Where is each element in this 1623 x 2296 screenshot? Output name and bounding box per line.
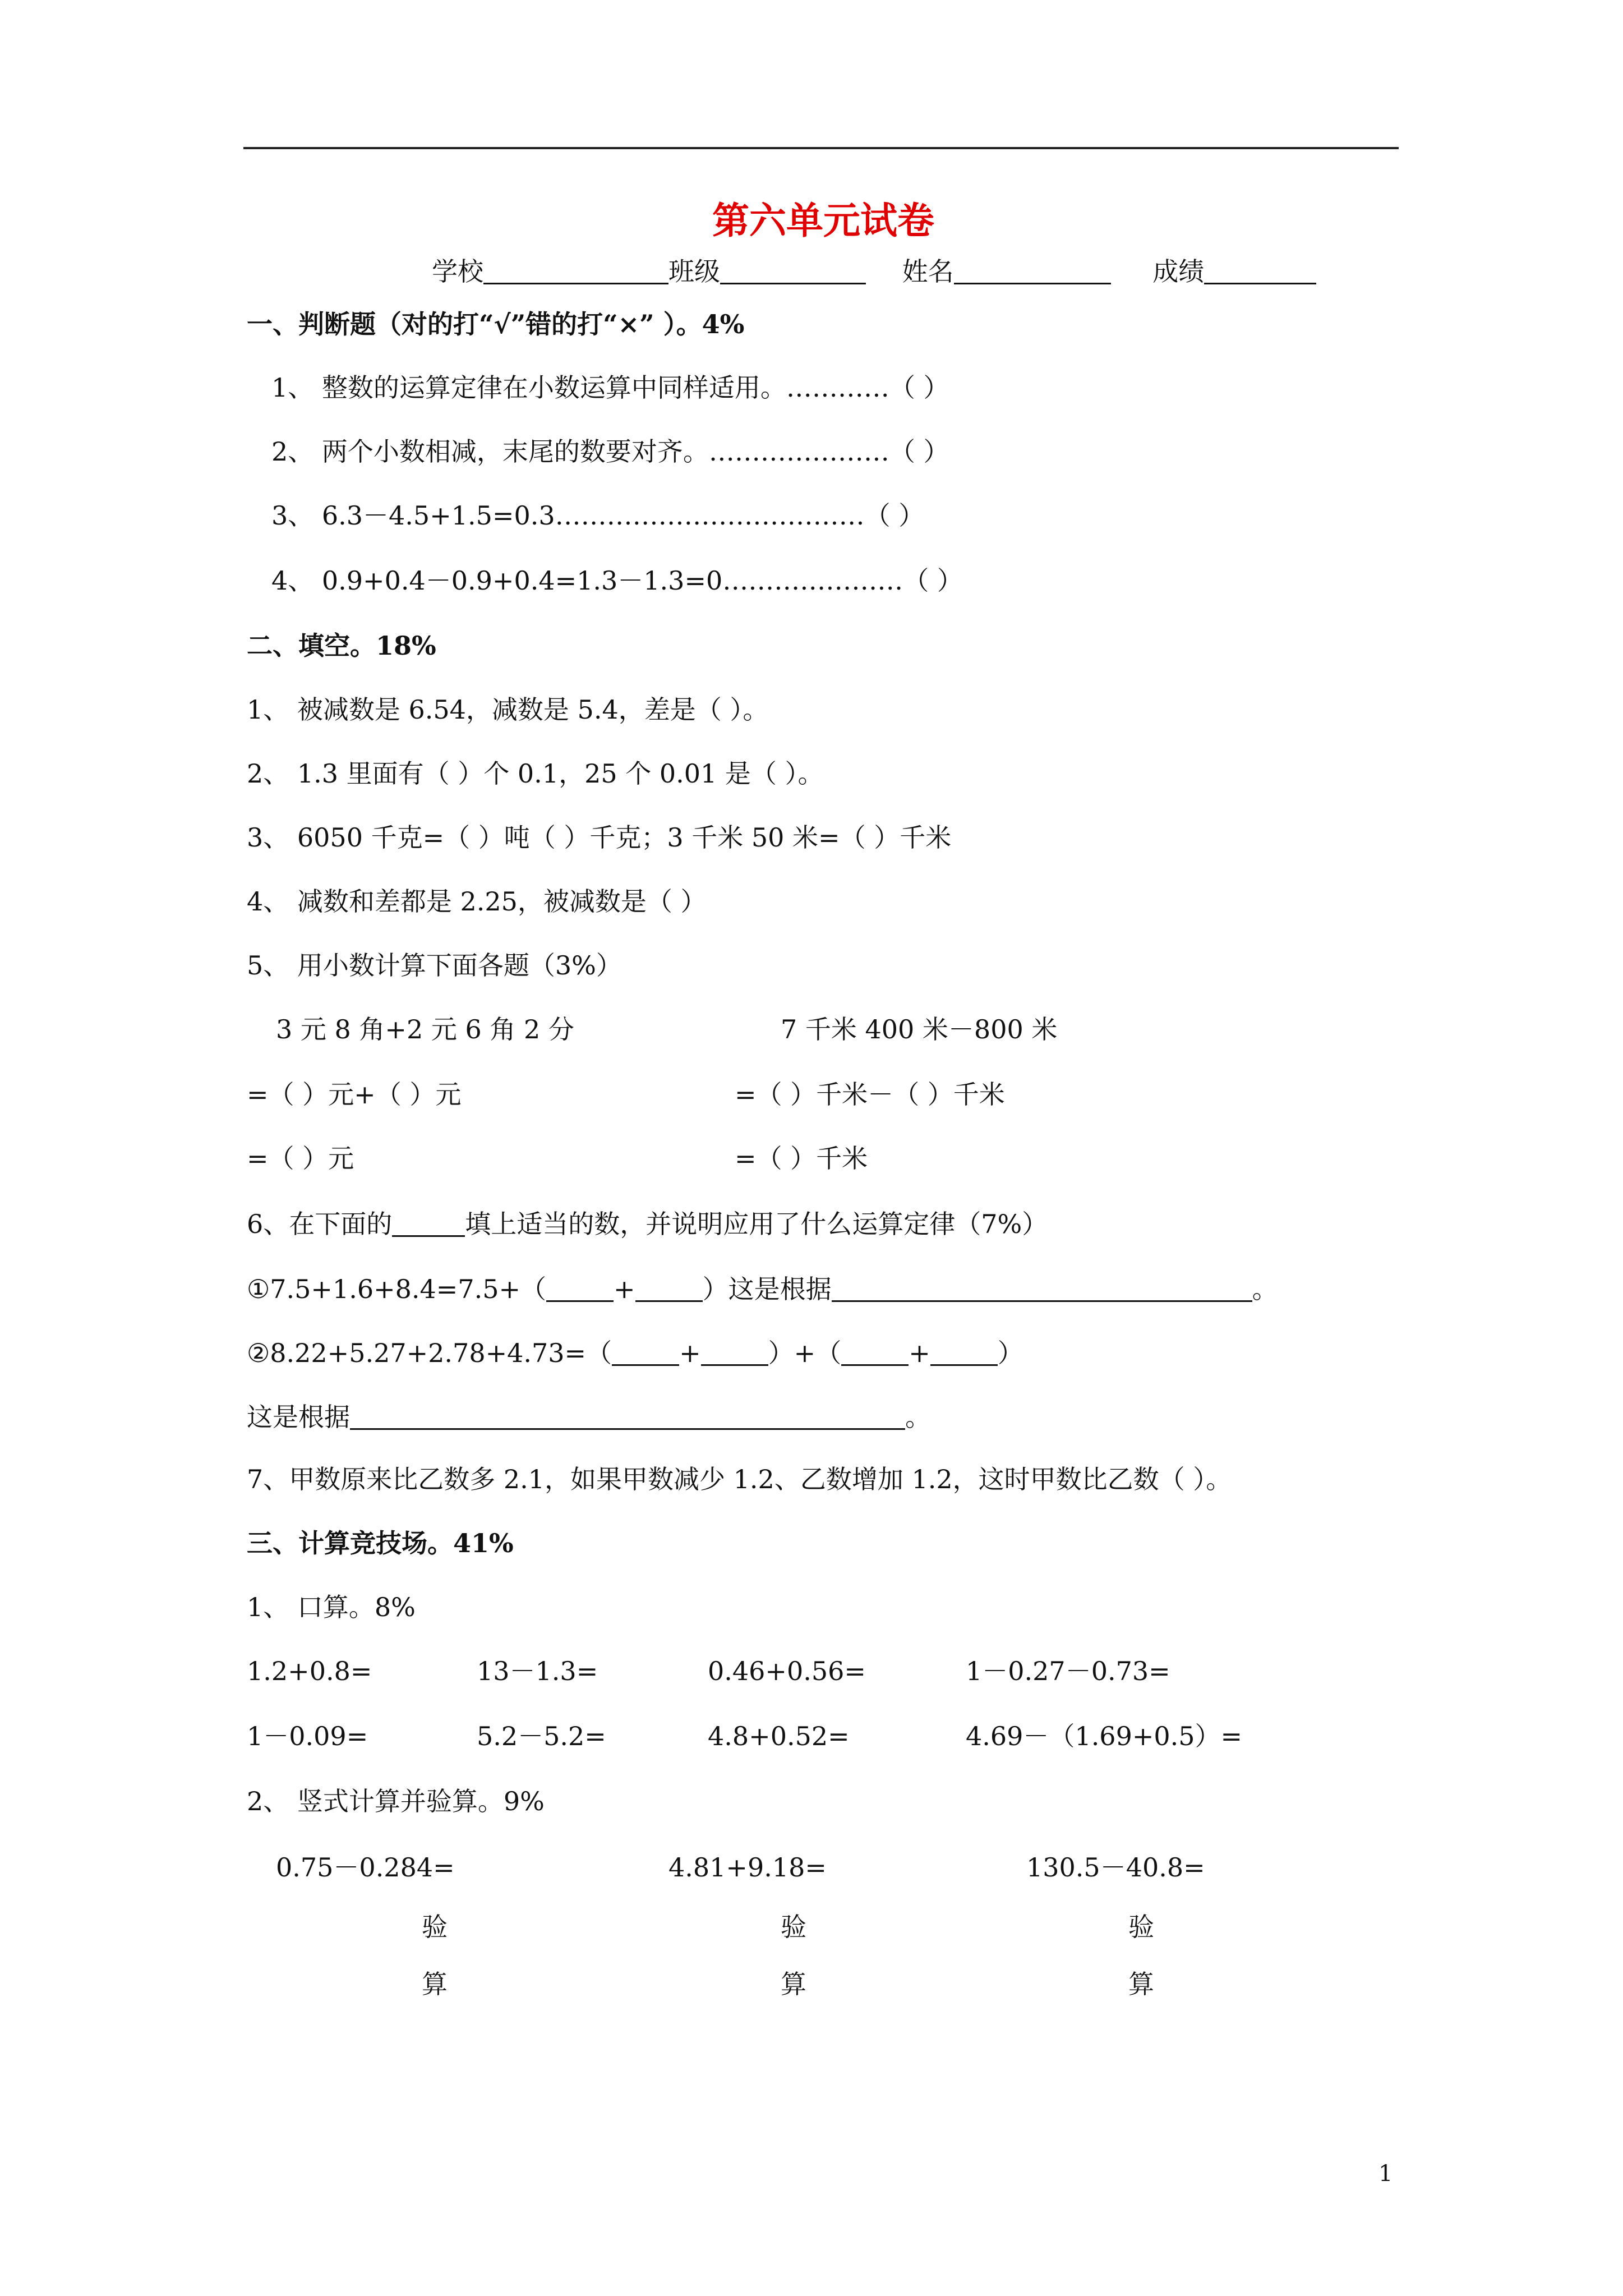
q6-law-blank-1[interactable] [832,1274,1252,1302]
fill-item-5: 5、 用小数计算下面各题（3%） [247,950,622,981]
oral-2-4: 4.69－（1.69+0.5）= [966,1721,1243,1751]
check-label-1-b: 算 [422,1969,448,1999]
oral-1-3: 0.46+0.56= [708,1656,866,1686]
page-title: 第六单元试卷 [712,199,934,242]
q6-blank-2b[interactable] [701,1338,768,1366]
fill-item-4: 4、 减数和差都是 2.25，被减数是（ ） [247,886,707,917]
section1-heading: 一、判断题（对的打“√”错的打“×” ）。4% [247,309,745,339]
judge-item-3: 3、 6.3－4.5+1.5=0.3………………………………（ ） [271,500,925,531]
check-label-3-a: 验 [1128,1912,1154,1942]
oral-1-2: 13－1.3= [477,1656,598,1686]
vertical-3: 130.5－40.8= [1026,1852,1205,1883]
vertical-heading: 2、 竖式计算并验算。9% [247,1786,545,1816]
fill-item-2: 2、 1.3 里面有（ ）个 0.1，25 个 0.01 是（ ）。 [247,758,824,789]
q6-line-3: 这是根据 。 [247,1402,931,1432]
oral-heading: 1、 口算。8% [247,1592,416,1622]
score-label: 成绩 [1152,256,1205,287]
q5-right-line2: =（ ）千米－（ ）千米 [735,1079,1005,1110]
oral-2-3: 4.8+0.52= [708,1721,850,1751]
q6-intro: 6、在下面的 填上适当的数，并说明应用了什么运算定律（7%） [247,1209,1048,1239]
top-rule [243,147,1399,149]
header-info [432,256,1316,287]
oral-2-2: 5.2－5.2= [477,1721,606,1751]
name-label: 姓名 [902,256,954,287]
page-number: 1 [1378,2161,1393,2187]
check-label-1-a: 验 [422,1912,448,1942]
q6-blank-2a[interactable] [612,1338,679,1366]
name-field[interactable] [954,257,1111,284]
q5-left-line2: =（ ）元+（ ）元 [247,1079,462,1110]
judge-item-2: 2、 两个小数相减，末尾的数要对齐。…………………（ ） [271,436,949,467]
class-field[interactable] [720,257,866,284]
judge-item-1: 1、 整数的运算定律在小数运算中同样适用。…………（ ） [271,372,949,403]
q6-law-blank-2[interactable] [350,1402,905,1430]
q5-right-line1: 7 千米 400 米－800 米 [781,1014,1058,1045]
fill-item-3: 3、 6050 千克=（ ）吨（ ）千克；3 千米 50 米=（ ）千米 [247,822,952,853]
q6-blank-1b[interactable] [635,1274,703,1302]
class-label: 班级 [668,256,720,287]
score-field[interactable] [1204,257,1316,284]
oral-2-1: 1－0.09= [247,1721,368,1751]
q6-blank-1a[interactable] [546,1274,614,1302]
q7: 7、甲数原来比乙数多 2.1，如果甲数减少 1.2、乙数增加 1.2，这时甲数比乙数（ ）。 [247,1464,1232,1494]
oral-1-4: 1－0.27－0.73= [966,1656,1170,1686]
fill-item-1: 1、 被减数是 6.54，减数是 5.4，差是（ ）。 [247,694,769,725]
section2-heading: 二、填空。18% [247,631,436,661]
oral-1-1: 1.2+0.8= [247,1656,372,1686]
q6-blank-sample [392,1209,465,1237]
q5-left-line1: 3 元 8 角+2 元 6 角 2 分 [276,1014,574,1045]
section3-heading: 三、计算竞技场。41% [247,1528,514,1558]
judge-item-4: 4、 0.9+0.4－0.9+0.4=1.3－1.3=0…………………（ ） [271,565,963,596]
check-label-2-a: 验 [781,1912,806,1942]
q5-left-line3: =（ ）元 [247,1143,354,1174]
q6-blank-2c[interactable] [841,1338,909,1366]
q6-blank-2d[interactable] [930,1338,998,1366]
school-field[interactable] [483,257,668,284]
check-label-3-b: 算 [1128,1969,1154,1999]
vertical-2: 4.81+9.18= [668,1852,827,1883]
school-label: 学校 [432,256,483,287]
vertical-1: 0.75－0.284= [276,1852,455,1883]
q6-line-1: ①7.5+1.6+8.4=7.5+（ + ）这是根据 。 [247,1274,1278,1304]
q5-right-line3: =（ ）千米 [735,1143,868,1174]
check-label-2-b: 算 [781,1969,806,1999]
q6-line-2: ②8.22+5.27+2.78+4.73=（ + ）+（ + ） [247,1338,1023,1368]
